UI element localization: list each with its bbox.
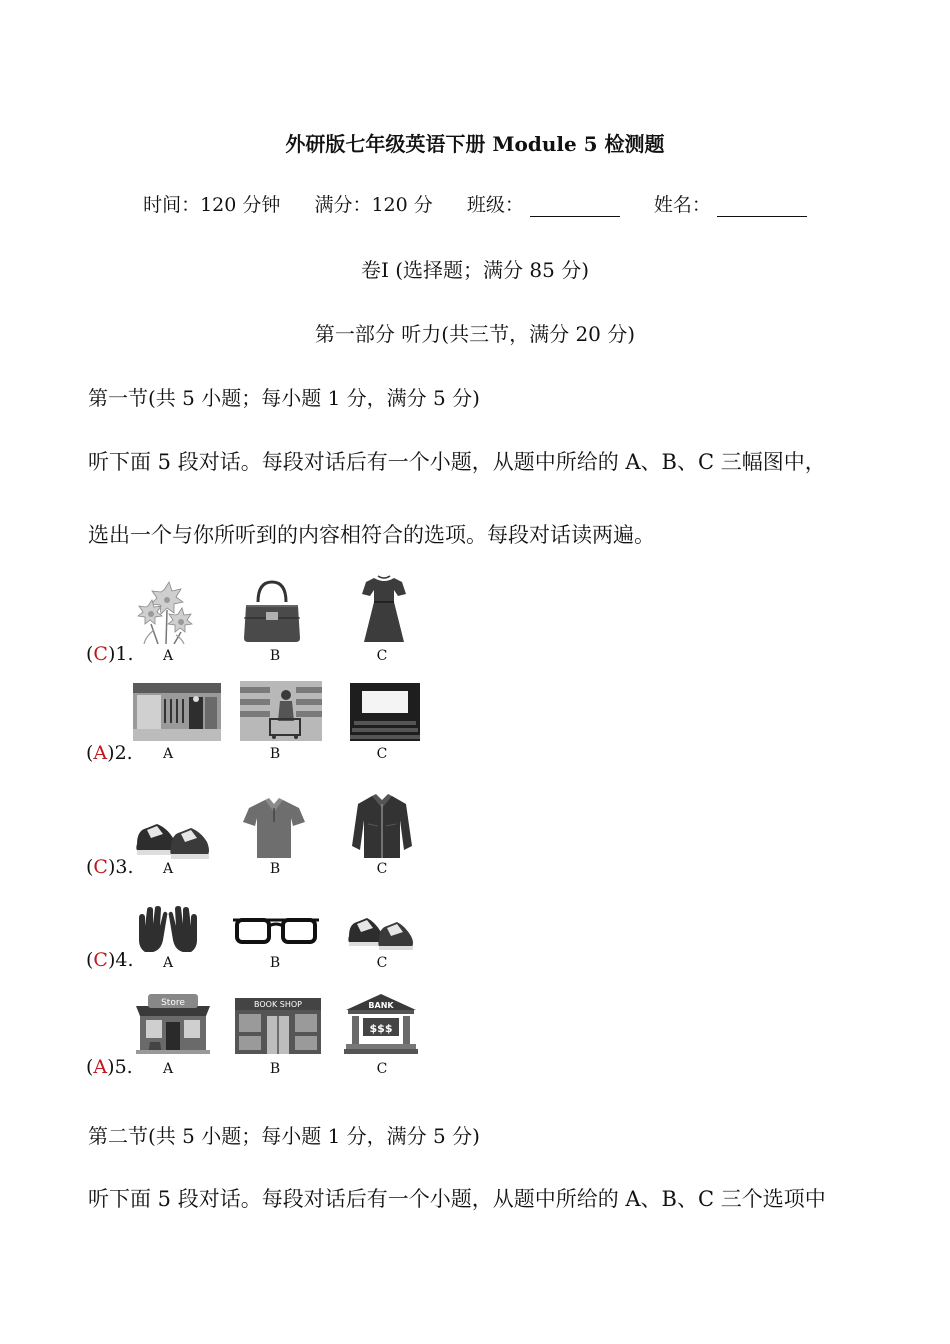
exam-meta (0, 190, 950, 217)
question-number: 3. (115, 856, 134, 878)
page-title: 外研版七年级英语下册 Module 5 检测题 (285, 132, 665, 156)
class-label: 班级： (466, 194, 524, 216)
question-number: 4. (115, 949, 134, 971)
dress-image (358, 572, 410, 644)
supermarket-image (240, 681, 322, 741)
answer: C (93, 856, 108, 878)
option-letter: A (162, 1061, 174, 1077)
glasses-image (233, 914, 319, 948)
score-label: 满分： (314, 194, 372, 216)
jacket-image (350, 794, 414, 860)
handbag-image (240, 578, 304, 644)
class-blank[interactable] (530, 198, 620, 217)
answer: C (93, 949, 108, 971)
time-label: 时间： (143, 194, 201, 216)
option-letter: B (269, 648, 281, 664)
option-letter: A (162, 861, 174, 877)
name-blank[interactable] (717, 198, 807, 217)
t-shirt-image (243, 796, 305, 860)
gloves-image (133, 906, 203, 956)
score-value: 120 分 (371, 194, 433, 216)
bank-sign-text: BANK (368, 1001, 394, 1010)
question-1-label: (C)1. (86, 643, 134, 665)
section1-instruction-line1: 听下面 5 段对话。每段对话后有一个小题，从题中所给的 A、B、C 三幅图中， (88, 450, 826, 474)
volume-heading: 卷Ⅰ (选择题；满分 85 分) (360, 258, 590, 282)
option-letter: A (162, 648, 174, 664)
question-5-label: (A)5. (86, 1056, 133, 1078)
name-label: 姓名： (653, 194, 711, 216)
option-letter: B (269, 1061, 281, 1077)
question-number: 5. (114, 1056, 133, 1078)
shoes-image (133, 808, 213, 862)
question-number: 1. (115, 643, 134, 665)
option-letter: C (376, 955, 388, 971)
option-letter: A (162, 955, 174, 971)
clothes-shop-image (133, 683, 221, 741)
flowers-image (134, 580, 194, 644)
option-letter: B (269, 955, 281, 971)
option-letter: C (376, 1061, 388, 1077)
bank-dollar-text: $$$ (369, 1022, 393, 1035)
store-image (136, 992, 210, 1056)
option-letter: C (376, 648, 388, 664)
question-3-label: (C)3. (86, 856, 134, 878)
option-letter: B (269, 746, 281, 762)
answer: A (93, 742, 108, 764)
section1-instruction-line2: 选出一个与你所听到的内容相符合的选项。每段对话读两遍。 (88, 523, 655, 547)
section2-heading: 第二节(共 5 小题；每小题 1 分，满分 5 分) (88, 1124, 480, 1148)
option-letter: A (162, 746, 174, 762)
section1-heading: 第一节(共 5 小题；每小题 1 分，满分 5 分) (88, 386, 480, 410)
store-sign-text: Store (161, 998, 185, 1008)
option-letter: C (376, 861, 388, 877)
answer: A (93, 1056, 108, 1078)
cinema-image (350, 683, 420, 741)
question-4-label: (C)4. (86, 949, 134, 971)
question-number: 2. (114, 742, 133, 764)
part1-heading: 第一部分 听力(共三节，满分 20 分) (314, 322, 636, 346)
bookshop-sign-text: BOOK SHOP (254, 1000, 302, 1009)
shoes-image (347, 906, 417, 954)
option-letter: B (269, 861, 281, 877)
section2-instruction-line1: 听下面 5 段对话。每段对话后有一个小题，从题中所给的 A、B、C 三个选项中 (88, 1187, 826, 1211)
option-letter: C (376, 746, 388, 762)
bookshop-image (235, 998, 321, 1054)
answer: C (93, 643, 108, 665)
bank-image (344, 992, 418, 1056)
question-2-label: (A)2. (86, 742, 133, 764)
time-value: 120 分钟 (200, 194, 281, 216)
